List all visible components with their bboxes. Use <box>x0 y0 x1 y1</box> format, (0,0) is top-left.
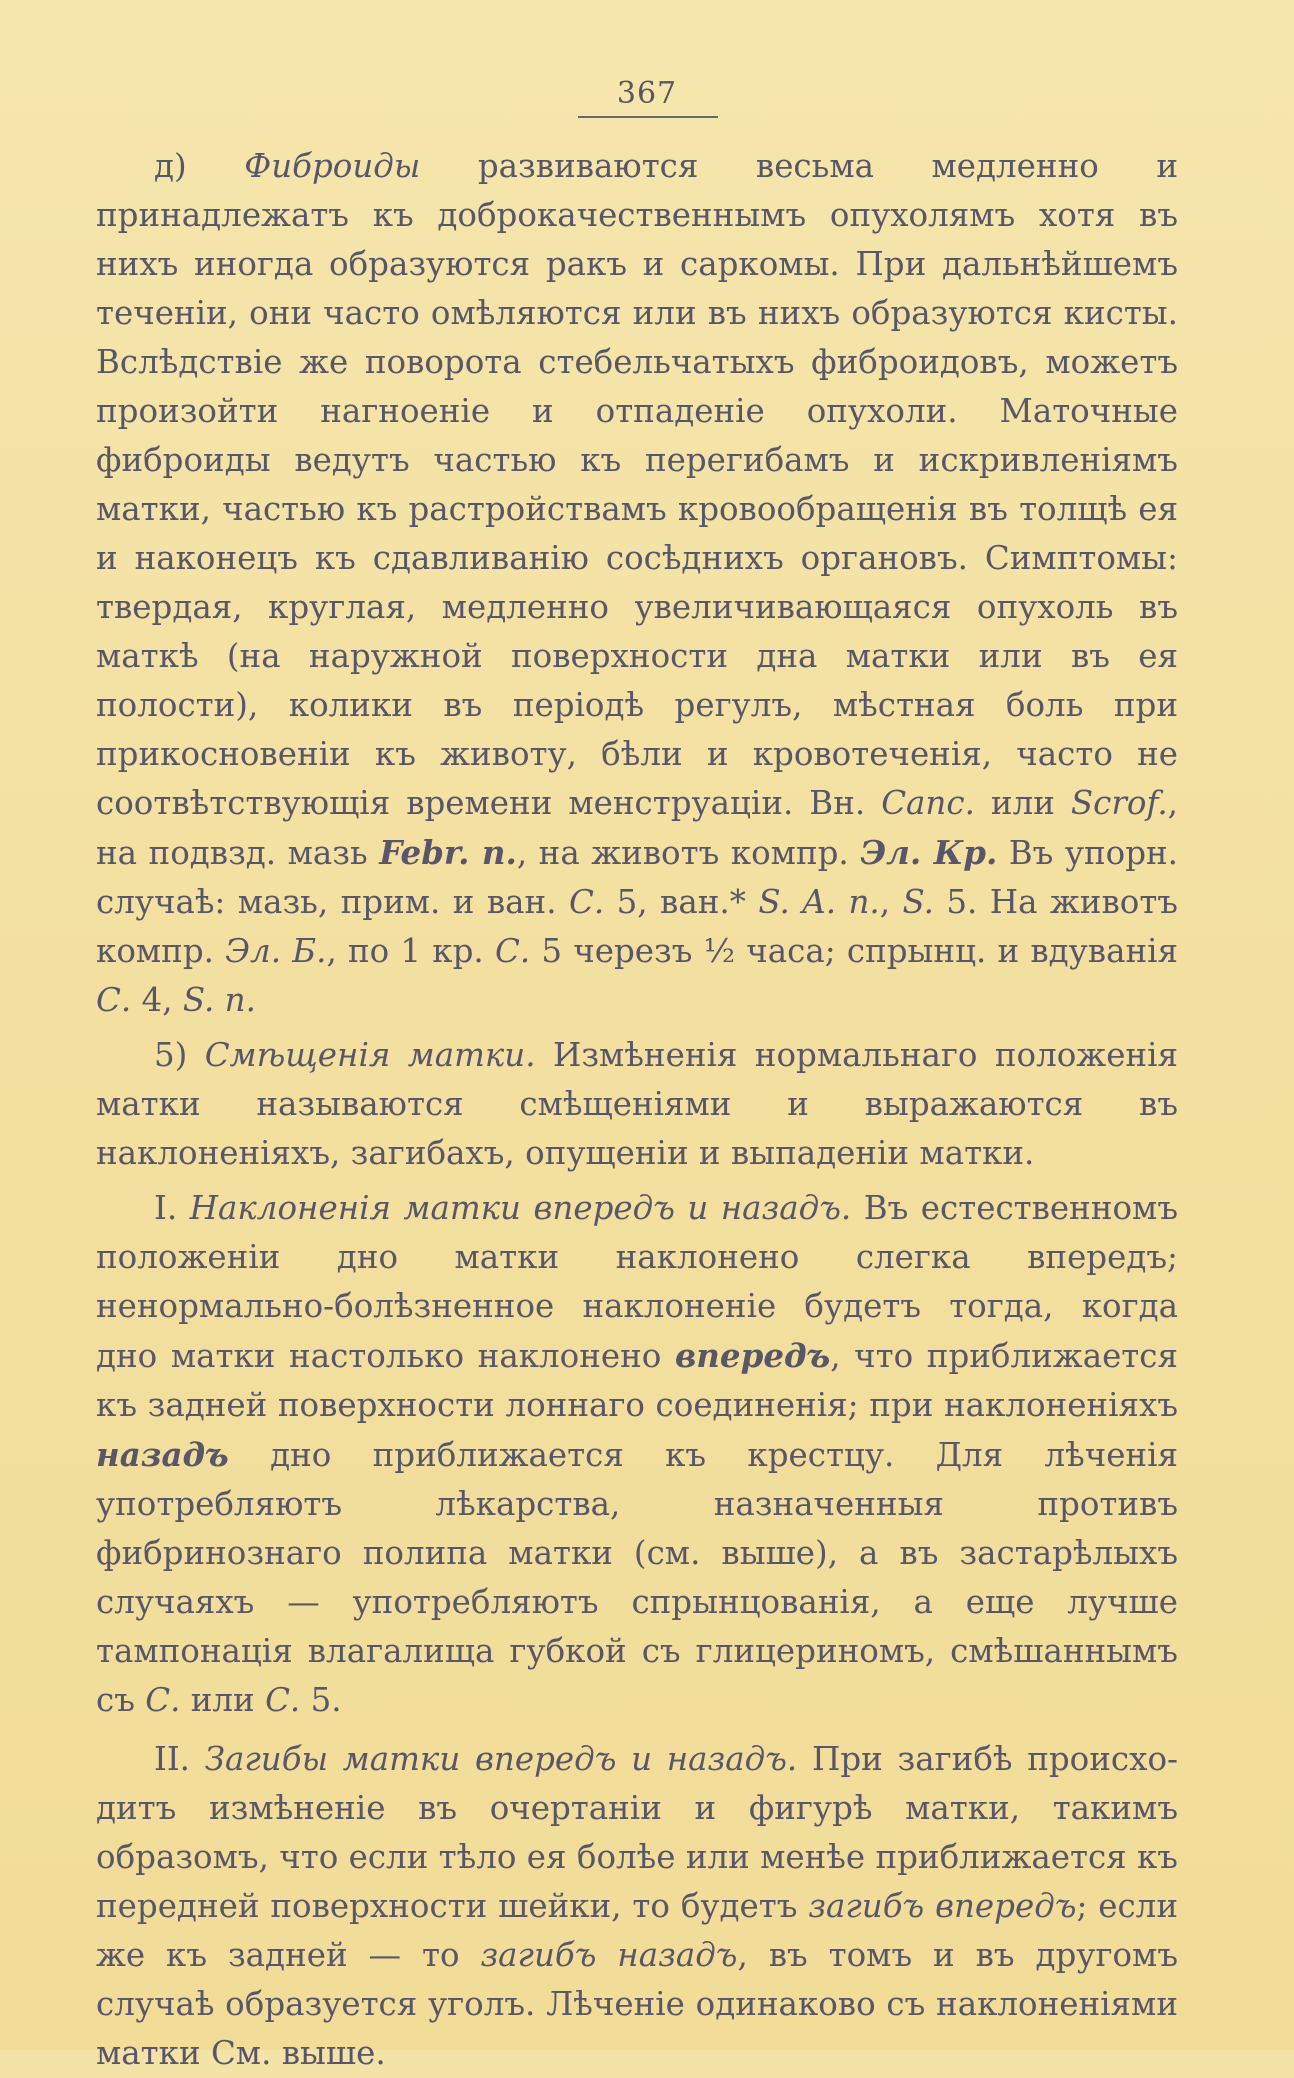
text-run: 5) <box>154 1036 205 1074</box>
text-run: , въ томъ и въ другомъ случаѣ образуется уголъ. Лѣченіе одинаково съ наклоненіями матки См. выше. <box>96 1936 1178 2072</box>
page-number: 367 <box>616 76 678 111</box>
emphasis-text: Эл. Кр. <box>860 833 998 872</box>
emphasis-text: Фиброиды <box>244 147 421 185</box>
emphasis-text: назадъ <box>96 1435 229 1474</box>
emphasis-text: С. <box>568 883 605 921</box>
text-run: или <box>180 1681 266 1719</box>
text-run: , на подвзд. мазь <box>96 784 1178 872</box>
emphasis-text: С. <box>96 981 132 1019</box>
emphasis-text: Febr. n. <box>379 833 517 872</box>
text-run: I. <box>154 1189 190 1227</box>
page-body <box>96 142 1178 2078</box>
emphasis-text: Смѣщенія матки. <box>204 1036 536 1074</box>
text-run: , на животъ компр. <box>516 834 861 872</box>
emphasis-text: Наклоненія матки впередъ и назадъ. <box>189 1189 852 1227</box>
text-run: При загибѣ происходитъ измѣненіе въ очертаніи и фигурѣ матки, такимъ образомъ, что если тѣло ея болѣе или менѣе приближается къ передней поверхности шейки, то будетъ <box>96 1740 1178 1925</box>
emphasis-text: Загибы матки впередъ и назадъ. <box>204 1740 798 1778</box>
emphasis-text: С. <box>494 932 531 970</box>
emphasis-text: С. <box>265 1681 301 1719</box>
text-run: дно приближается къ крестцу. Для лѣченія употребляютъ лѣкарства, назначенныя противъ фибринознаго полипа матки (см. выше), а въ застарѣлыхъ случаяхъ — употребляютъ спрынцованія, а еще лучше тампонація влагалища губкой съ глицериномъ, смѣшаннымъ съ <box>96 1436 1178 1719</box>
paragraph-inclinations <box>96 1184 1178 1725</box>
emphasis-text: Эл. Б. <box>225 932 327 970</box>
emphasis-text: С. <box>145 1681 181 1719</box>
text-run: II. <box>154 1740 205 1778</box>
text-run: , <box>879 883 903 921</box>
text-run: 5, ван.* <box>604 883 759 921</box>
text-run: Въ естественномъ положеніи дно матки наклонено слегка впередъ; ненормально-болѣзненное наклоненіе будетъ тогда, когда дно матки настолько наклонено <box>96 1189 1179 1375</box>
text-run: Измѣненія нормальнаго положенія матки называются смѣщеніями и выражаются въ наклоненіяхъ, загибахъ, опущеніи и выпаденіи матки. <box>96 1036 1178 1172</box>
text-run: , что приближается къ задней поверхности лоннаго соединенія; при наклоненіяхъ <box>96 1337 1178 1424</box>
emphasis-text: загибъ назадъ <box>480 1936 738 1974</box>
text-run: ; если же къ задней — то <box>96 1887 1178 1974</box>
text-run: или <box>974 784 1071 822</box>
text-run: 5. <box>300 1681 342 1719</box>
text-run: 5. На животъ компр. <box>96 883 1178 970</box>
emphasis-text: Scrof. <box>1070 784 1168 822</box>
paragraph-displacements <box>96 1031 1178 1178</box>
text-run: , по 1 кр. <box>326 932 495 970</box>
text-run: развиваются весьма медленно и принадлежатъ къ доброкачественнымъ опухолямъ хотя въ нихъ иногда образуются ракъ и саркомы. При дальнѣйшемъ теченіи, они часто омѣляются или въ нихъ образуются кисты. Вслѣдствіе же поворота стебельчатыхъ фиброидовъ, можетъ произойти нагноеніе и отпаденіе опухоли. Маточные фиброиды ведутъ частью къ перегибамъ и искривленіямъ матки, частью къ растройствамъ кровообращенія въ толщѣ ея и наконецъ къ сдавливанію сосѣднихъ органовъ. Симптомы: твердая, круглая, медленно увеличивающаяся опухоль въ маткѣ (на наружной поверхности дна матки или въ ея полости), колики въ періодѣ регулъ, мѣстная боль при прикосновеніи къ животу, бѣли и кровотеченія, часто не соотвѣтствующія времени менструаціи. Вн. <box>96 147 1178 822</box>
emphasis-text: S. n. <box>182 981 256 1019</box>
emphasis-text: впередъ <box>674 1336 831 1375</box>
paragraph-fibroids <box>96 142 1178 1025</box>
emphasis-text: загибъ впередъ <box>808 1887 1077 1925</box>
paragraph-flexions <box>96 1735 1178 2078</box>
header-rule <box>578 116 718 118</box>
text-run: 5 черезъ ½ часа; спрынц. и вдуванія <box>530 932 1179 970</box>
text-run: д) <box>154 147 245 185</box>
text-run: 4, <box>131 981 183 1019</box>
emphasis-text: Canc. <box>881 784 975 822</box>
text-run: Въ упорн. случаѣ: мазь, прим. и ван. <box>96 834 1179 921</box>
emphasis-text: S. <box>902 883 934 921</box>
emphasis-text: S. A. n. <box>758 883 880 921</box>
